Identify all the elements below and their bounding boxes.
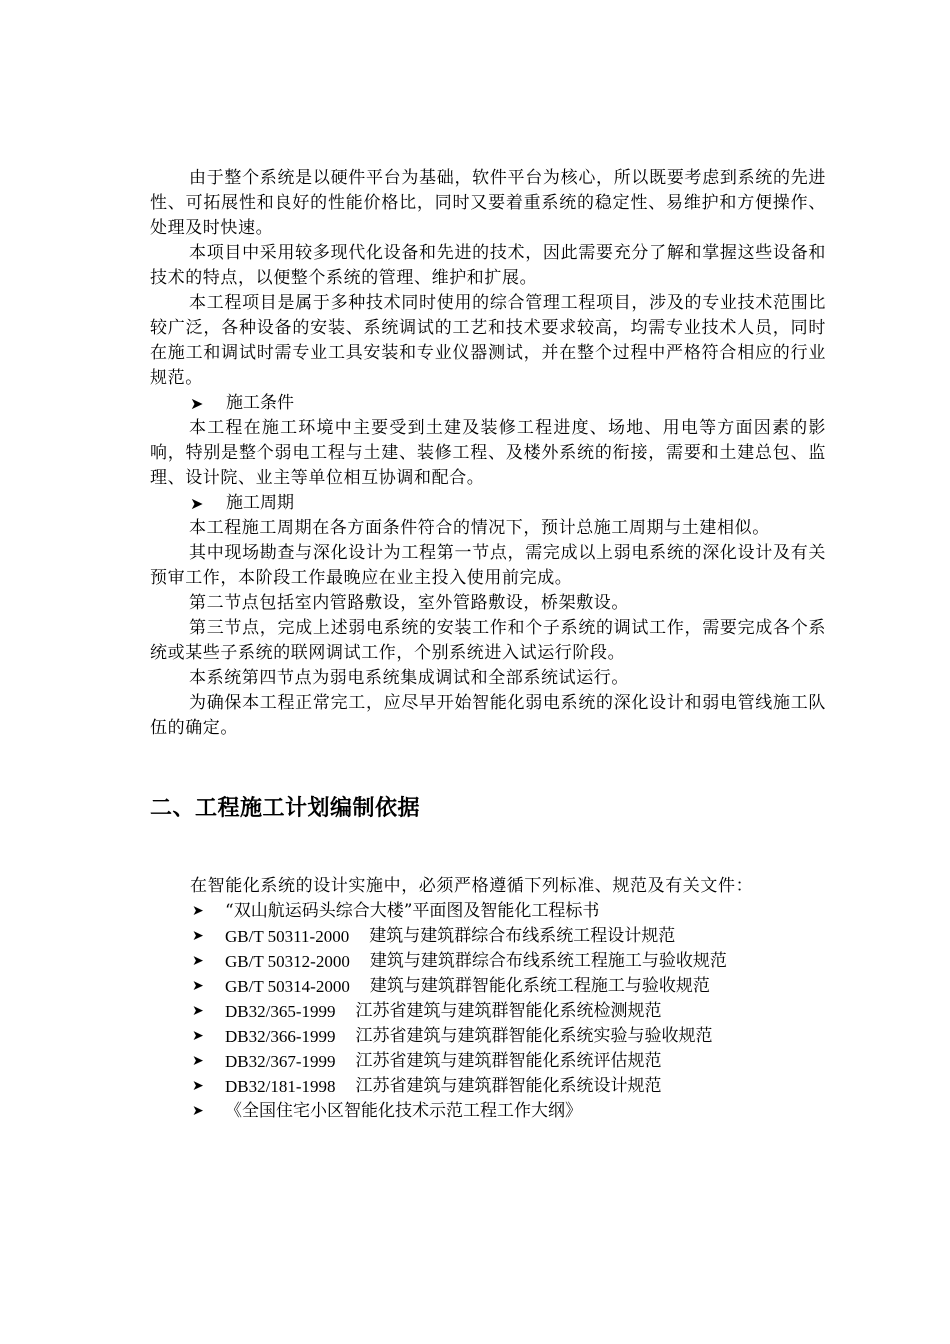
standards-list [150,899,826,1124]
standard-title: 建筑与建筑群综合布线系统工程施工与验收规范 [369,951,727,971]
subheading-label: 施工周期 [226,493,294,513]
list-item [150,1099,826,1124]
standard-title: 建筑与建筑群综合布线系统工程设计规范 [369,926,676,946]
list-item [150,1074,826,1099]
arrow-bullet-icon: ➤ [192,928,204,944]
standard-code: GB/T 50312-2000 [225,952,350,971]
section-intro: 在智能化系统的设计实施中，必须严格遵循下列标准、规范及有关文件： [190,876,754,896]
paragraph: 本工程施工周期在各方面条件符合的情况下，预计总施工周期与土建相似。 [189,518,770,538]
list-item [150,1024,826,1049]
standard-code: DB32/367-1999 [225,1052,336,1071]
subheading-construction-conditions [150,391,826,416]
subheading-construction-period [150,491,826,516]
standard-title: 江苏省建筑与建筑群智能化系统设计规范 [355,1076,662,1096]
arrow-bullet-icon: ➤ [192,978,204,994]
paragraph: 为确保本工程正常完工，应尽早开始智能化弱电系统的深化设计和弱电管线施工队伍的确定。 [150,693,826,738]
standard-title: 建筑与建筑群智能化系统工程施工与验收规范 [369,976,710,996]
standards-section [150,874,826,1124]
list-item [150,974,826,999]
standard-title: “双山航运码头综合大楼”平面图及智能化工程标书 [225,901,600,921]
arrow-bullet-icon: ➤ [192,903,204,919]
standard-code: DB32/366-1999 [225,1027,336,1046]
standard-code: DB32/365-1999 [225,1002,336,1021]
paragraph: 本系统第四节点为弱电系统集成调试和全部系统试运行。 [189,668,629,688]
arrow-bullet-icon: ➤ [190,394,204,413]
arrow-bullet-icon: ➤ [192,1003,204,1019]
paragraph: 第三节点，完成上述弱电系统的安装工作和个子系统的调试工作，需要完成各个系统或某些子系统的联网调试工作，个别系统进入试运行阶段。 [150,618,826,663]
standard-title: 《全国住宅小区智能化技术示范工程工作大纲》 [225,1101,582,1121]
standard-code: GB/T 50311-2000 [225,927,350,946]
section-heading: 二、工程施工计划编制依据 [150,796,421,821]
list-item [150,1049,826,1074]
arrow-bullet-icon: ➤ [192,1078,204,1094]
arrow-bullet-icon: ➤ [192,1053,204,1069]
paragraph: 本工程在施工环境中主要受到土建及装修工程进度、场地、用电等方面因素的影响，特别是整个弱电工程与土建、装修工程、及楼外系统的衔接，需要和土建总包、监理、设计院、业主等单位相互协调和配合。 [150,418,826,488]
paragraph: 本项目中采用较多现代化设备和先进的技术，因此需要充分了解和掌握这些设备和技术的特点，以便整个系统的管理、维护和扩展。 [150,243,826,288]
list-item [150,924,826,949]
arrow-bullet-icon: ➤ [192,1028,204,1044]
standard-code: DB32/181-1998 [225,1077,336,1096]
body-text [150,166,826,741]
list-item [150,999,826,1024]
subheading-label: 施工条件 [226,393,294,413]
arrow-bullet-icon: ➤ [192,1103,204,1119]
arrow-bullet-icon: ➤ [192,953,204,969]
standard-code: GB/T 50314-2000 [225,977,350,996]
standard-title: 江苏省建筑与建筑群智能化系统检测规范 [355,1001,662,1021]
list-item [150,899,826,924]
paragraph: 第二节点包括室内管路敷设，室外管路敷设，桥架敷设。 [189,593,629,613]
paragraph: 本工程项目是属于多种技术同时使用的综合管理工程项目，涉及的专业技术范围比较广泛，各种设备的安装、系统调试的工艺和技术要求较高，均需专业技术人员，同时在施工和调试时需专业工具安装和专业仪器测试，并在整个过程中严格符合相应的行业规范。 [150,293,826,388]
arrow-bullet-icon: ➤ [190,494,204,513]
paragraph: 由于整个系统是以硬件平台为基础，软件平台为核心，所以既要考虑到系统的先进性、可拓展性和良好的性能价格比，同时又要着重系统的稳定性、易维护和方便操作、处理及时快速。 [150,168,826,238]
list-item [150,949,826,974]
standard-title: 江苏省建筑与建筑群智能化系统评估规范 [355,1051,662,1071]
paragraph: 其中现场勘查与深化设计为工程第一节点，需完成以上弱电系统的深化设计及有关预审工作，本阶段工作最晚应在业主投入使用前完成。 [150,543,826,588]
standard-title: 江苏省建筑与建筑群智能化系统实验与验收规范 [355,1026,713,1046]
